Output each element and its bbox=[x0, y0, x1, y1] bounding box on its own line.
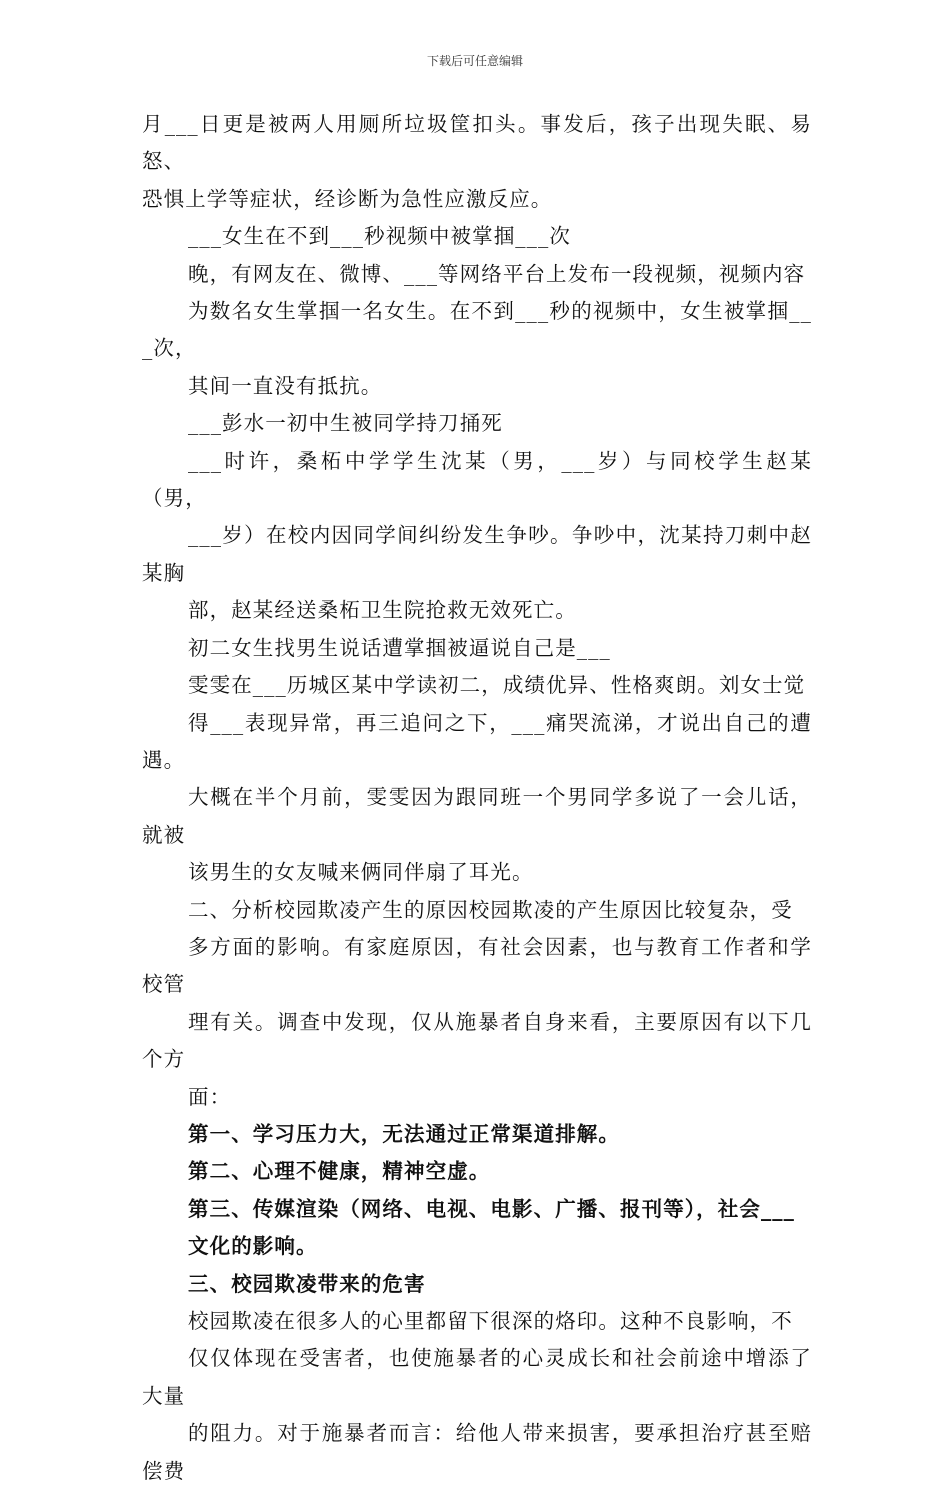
paragraph bbox=[142, 630, 812, 667]
text-line: 仅仅体现在受害者，也使施暴者的心灵成长和社会前途中增添了大量 bbox=[142, 1346, 812, 1408]
text-line: 多方面的影响。有家庭原因，有社会因素，也与教育工作者和学校管 bbox=[142, 934, 812, 997]
text-line: ___女生在不到___秒视频中被掌掴___次 bbox=[188, 224, 571, 249]
paragraph bbox=[142, 667, 812, 891]
document-body bbox=[142, 106, 812, 1490]
text-line: 晚，有网友在、微博、___等网络平台上发布一段视频，视频内容 bbox=[188, 261, 806, 286]
text-line: 第三、传媒渲染（网络、电视、电影、广播、报刊等），社会___ bbox=[188, 1196, 795, 1221]
text-line: 理有关。调查中发现，仅从施暴者自身来看，主要原因有以下几个方 bbox=[142, 1009, 812, 1072]
bold-paragraph bbox=[142, 1153, 812, 1190]
text-line: ___彭水一初中生被同学持刀捅死 bbox=[188, 411, 503, 436]
text-line: ___时许，桑柘中学学生沈某（男，___岁）与同校学生赵某（男， bbox=[142, 448, 812, 511]
text-line: 校园欺凌在很多人的心里都留下很深的烙印。这种不良影响，不 bbox=[188, 1309, 793, 1333]
text-line: 恐惧上学等症状，经诊断为急性应激反应。 bbox=[142, 186, 553, 211]
text-line: 得___表现异常，再三追问之下，___痛哭流涕，才说出自己的遭遇。 bbox=[142, 710, 812, 772]
paragraph bbox=[142, 106, 812, 218]
bold-paragraph bbox=[142, 1191, 812, 1266]
text-line: 其间一直没有抵抗。 bbox=[188, 373, 383, 398]
paragraph bbox=[142, 256, 812, 406]
text-line: 大概在半个月前，雯雯因为跟同班一个男同学多说了一会儿话，就被 bbox=[142, 785, 812, 847]
text-line: 第二、心理不健康，精神空虚。 bbox=[188, 1159, 491, 1184]
page-header: 下载后可任意编辑 bbox=[426, 54, 523, 68]
text-line: 面： bbox=[188, 1084, 232, 1109]
text-line: 二、分析校园欺凌产生的原因校园欺凌的产生原因比较复杂，受 bbox=[188, 897, 793, 922]
text-line: 文化的影响。 bbox=[188, 1234, 318, 1259]
paragraph bbox=[142, 218, 812, 255]
text-line: 初二女生找男生说话遭掌掴被逼说自己是___ bbox=[188, 635, 611, 660]
paragraph bbox=[142, 892, 812, 1116]
text-line: 为数名女生掌掴一名女生。在不到___秒的视频中，女生被掌掴___次， bbox=[142, 299, 812, 361]
bold-paragraph bbox=[142, 1266, 812, 1303]
text-line: ___岁）在校内因同学间纠纷发生争吵。争吵中，沈某持刀刺中赵某胸 bbox=[142, 523, 812, 585]
paragraph bbox=[142, 405, 812, 442]
text-line: 部，赵某经送桑柘卫生院抢救无效死亡。 bbox=[188, 598, 577, 623]
text-line: 三、校园欺凌带来的危害 bbox=[188, 1271, 426, 1296]
text-line: 的阻力。对于施暴者而言：给他人带来损害，要承担治疗甚至赔偿费 bbox=[142, 1421, 812, 1483]
text-line: 雯雯在___历城区某中学读初二，成绩优异、性格爽朗。刘女士觉 bbox=[188, 673, 806, 698]
paragraph bbox=[142, 1303, 812, 1490]
paragraph bbox=[142, 443, 812, 630]
text-line: 该男生的女友喊来俩同伴扇了耳光。 bbox=[188, 860, 534, 885]
text-line: 月___日更是被两人用厕所垃圾筐扣头。事发后，孩子出现失眠、易怒、 bbox=[142, 112, 812, 174]
text-line: 第一、学习压力大，无法通过正常渠道排解。 bbox=[188, 1121, 620, 1146]
bold-paragraph bbox=[142, 1116, 812, 1153]
